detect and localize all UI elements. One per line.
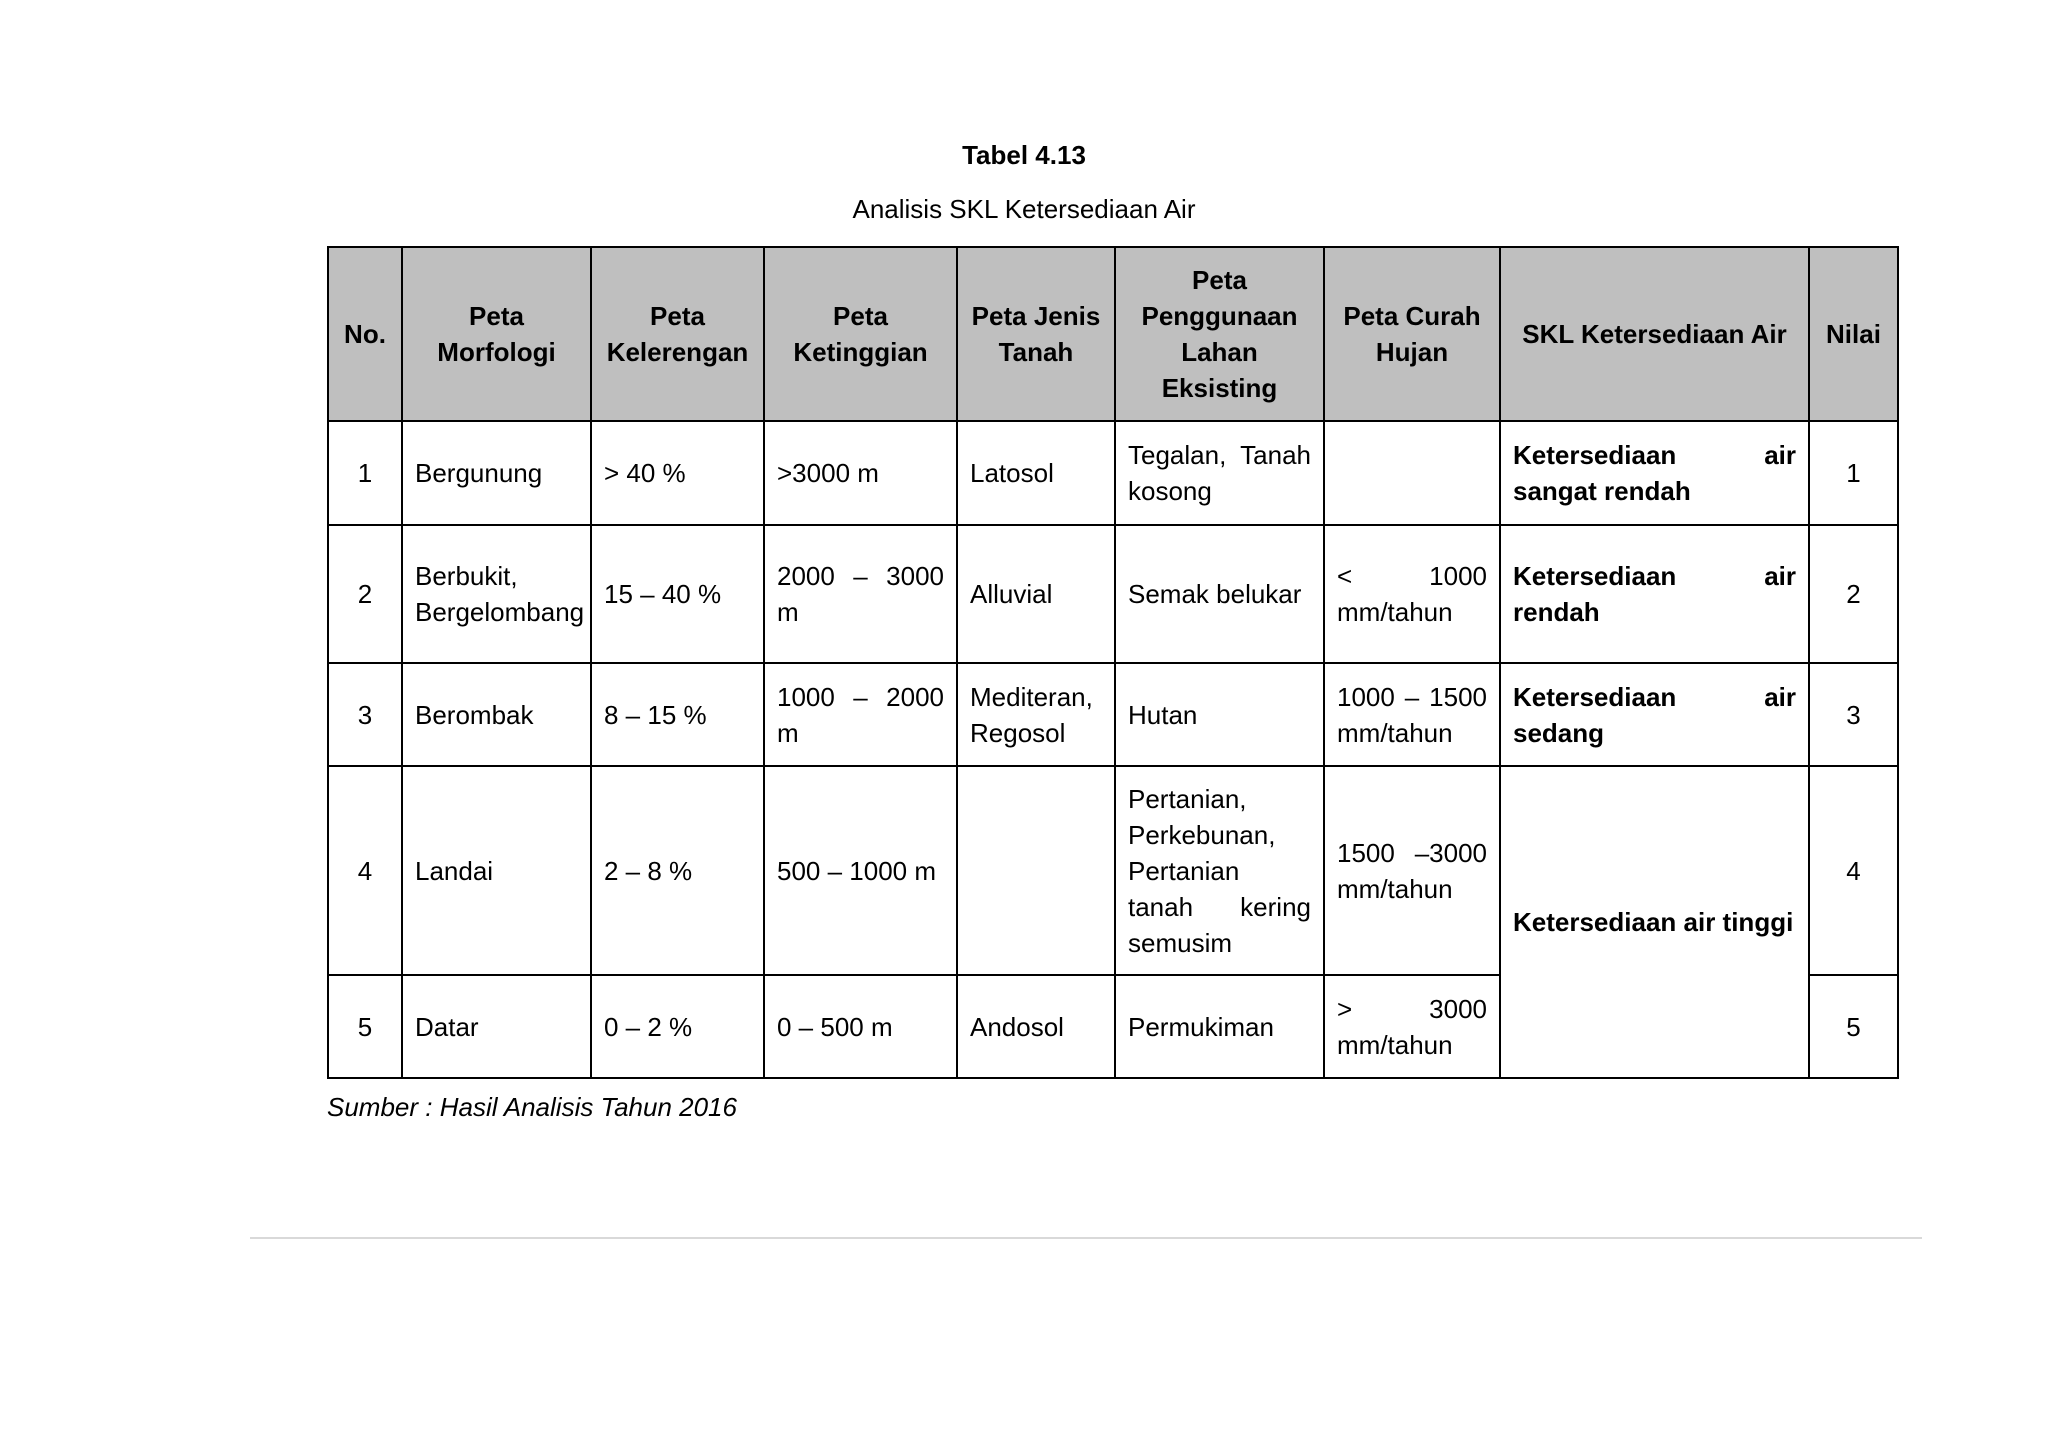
cell-nilai: 5 xyxy=(1809,975,1898,1078)
table-number: Tabel 4.13 xyxy=(962,140,1086,170)
header-nilai: Nilai xyxy=(1809,247,1898,421)
header-skl: SKL Ketersediaan Air xyxy=(1500,247,1809,421)
cell-kelerengan: 15 – 40 % xyxy=(591,525,764,663)
cell-no: 2 xyxy=(328,525,402,663)
cell-morfologi: Datar xyxy=(402,975,591,1078)
cell-ketinggian: >3000 m xyxy=(764,421,957,525)
cell-morfologi: Landai xyxy=(402,766,591,975)
cell-kelerengan: 0 – 2 % xyxy=(591,975,764,1078)
cell-nilai: 3 xyxy=(1809,663,1898,766)
header-curah-hujan: Peta Curah Hujan xyxy=(1324,247,1500,421)
page-divider xyxy=(250,1237,1922,1239)
cell-skl-merged: Ketersediaan air tinggi xyxy=(1500,766,1809,1078)
cell-no: 5 xyxy=(328,975,402,1078)
table-row xyxy=(328,525,1898,663)
cell-curah-hujan: > 3000 mm/tahun xyxy=(1324,975,1500,1078)
cell-kelerengan: 2 – 8 % xyxy=(591,766,764,975)
header-jenis-tanah: Peta Jenis Tanah xyxy=(957,247,1115,421)
cell-morfologi: Berombak xyxy=(402,663,591,766)
header-ketinggian: Peta Ketinggian xyxy=(764,247,957,421)
cell-curah-hujan: 1500 –3000 mm/tahun xyxy=(1324,766,1500,975)
cell-curah-hujan: < 1000 mm/tahun xyxy=(1324,525,1500,663)
cell-curah-hujan: 1000 – 1500 mm/tahun xyxy=(1324,663,1500,766)
cell-skl: Ketersediaan air sedang xyxy=(1500,663,1809,766)
table-row xyxy=(328,766,1898,975)
table-source-note: Sumber : Hasil Analisis Tahun 2016 xyxy=(327,1092,737,1122)
cell-no: 1 xyxy=(328,421,402,525)
cell-no: 3 xyxy=(328,663,402,766)
skl-ketersediaan-air-table xyxy=(327,246,1899,1079)
cell-jenis-tanah: Andosol xyxy=(957,975,1115,1078)
cell-jenis-tanah: Mediteran, Regosol xyxy=(957,663,1115,766)
cell-skl: Ketersediaan air rendah xyxy=(1500,525,1809,663)
header-penggunaan-lahan: Peta Penggunaan Lahan Eksisting xyxy=(1115,247,1324,421)
table-header-row xyxy=(328,247,1898,421)
cell-jenis-tanah: Latosol xyxy=(957,421,1115,525)
cell-jenis-tanah: Alluvial xyxy=(957,525,1115,663)
table-title: Analisis SKL Ketersediaan Air xyxy=(852,194,1196,224)
cell-curah-hujan xyxy=(1324,421,1500,525)
header-morfologi: Peta Morfologi xyxy=(402,247,591,421)
cell-skl: Ketersediaan air sangat rendah xyxy=(1500,421,1809,525)
cell-morfologi: Bergunung xyxy=(402,421,591,525)
cell-kelerengan: > 40 % xyxy=(591,421,764,525)
cell-ketinggian: 1000 – 2000 m xyxy=(764,663,957,766)
header-kelerengan: Peta Kelerengan xyxy=(591,247,764,421)
cell-nilai: 1 xyxy=(1809,421,1898,525)
cell-penggunaan-lahan: Permukiman xyxy=(1115,975,1324,1078)
table-row xyxy=(328,421,1898,525)
cell-kelerengan: 8 – 15 % xyxy=(591,663,764,766)
cell-ketinggian: 500 – 1000 m xyxy=(764,766,957,975)
header-no: No. xyxy=(328,247,402,421)
table-row xyxy=(328,663,1898,766)
cell-ketinggian: 2000 – 3000 m xyxy=(764,525,957,663)
cell-penggunaan-lahan: Tegalan, Tanah kosong xyxy=(1115,421,1324,525)
cell-penggunaan-lahan: Pertanian, Perkebunan, Pertanian tanah kering semusim xyxy=(1115,766,1324,975)
cell-penggunaan-lahan: Semak belukar xyxy=(1115,525,1324,663)
cell-penggunaan-lahan: Hutan xyxy=(1115,663,1324,766)
cell-nilai: 4 xyxy=(1809,766,1898,975)
cell-jenis-tanah xyxy=(957,766,1115,975)
cell-ketinggian: 0 – 500 m xyxy=(764,975,957,1078)
cell-morfologi: Berbukit, Bergelombang xyxy=(402,525,591,663)
cell-nilai: 2 xyxy=(1809,525,1898,663)
cell-no: 4 xyxy=(328,766,402,975)
